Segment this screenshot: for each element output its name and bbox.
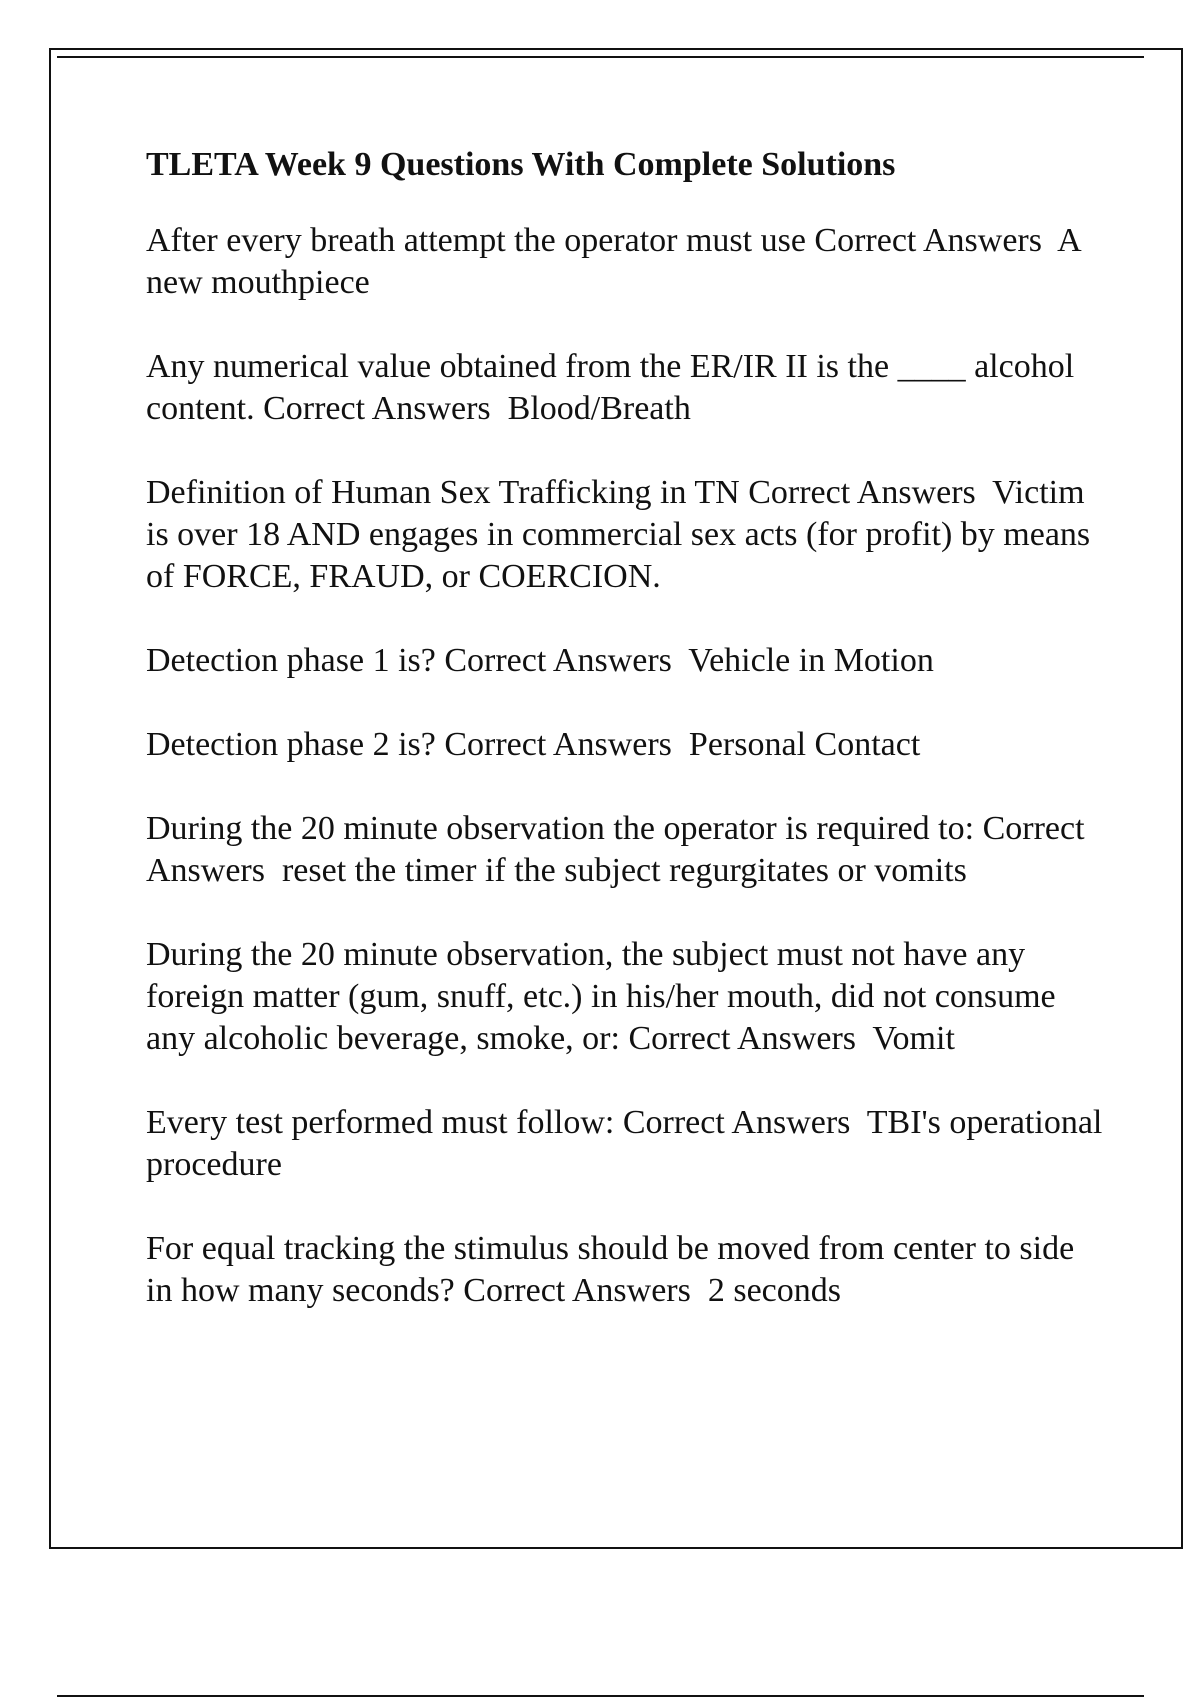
answer-label: Correct Answers xyxy=(444,642,672,679)
top-rule xyxy=(57,56,1144,58)
qa-item xyxy=(146,640,1106,682)
qa-item xyxy=(146,724,1106,766)
answer-text: Vehicle in Motion xyxy=(680,642,934,679)
qa-item xyxy=(146,346,1106,430)
bottom-rule xyxy=(57,1695,1144,1697)
answer-label: Correct Answers xyxy=(146,810,1085,889)
answer-label: Correct Answers xyxy=(463,1272,691,1309)
question-text: Any numerical value obtained from the ER/IR II is the ____ alcohol content. xyxy=(146,348,1075,427)
question-text: After every breath attempt the operator must use xyxy=(146,222,806,259)
question-text: During the 20 minute observation the operator is required to: xyxy=(146,810,975,847)
question-text: Definition of Human Sex Trafficking in TN xyxy=(146,474,740,511)
answer-text: Blood/Breath xyxy=(499,390,691,427)
answer-label: Correct Answers xyxy=(628,1020,856,1057)
qa-item xyxy=(146,1228,1106,1312)
answer-label: Correct Answers xyxy=(263,390,491,427)
qa-item xyxy=(146,220,1106,304)
answer-text: 2 seconds xyxy=(699,1272,841,1309)
question-text: Every test performed must follow: xyxy=(146,1104,615,1141)
answer-text: Victim is over 18 AND engages in commercial sex acts (for profit) by means of FORCE, FRAUD, or COERCION. xyxy=(146,474,1099,595)
answer-label: Correct Answers xyxy=(748,474,976,511)
question-text: For equal tracking the stimulus should be moved from center to side in how many seconds? xyxy=(146,1230,1075,1309)
answer-label: Correct Answers xyxy=(622,1104,851,1141)
answer-text: Vomit xyxy=(864,1020,955,1057)
answer-text: reset the timer if the subject regurgitates or vomits xyxy=(273,852,967,889)
answer-label: Correct Answers xyxy=(444,726,672,763)
answer-label: Correct Answers xyxy=(814,222,1042,259)
qa-item xyxy=(146,934,1106,1060)
answer-text: Personal Contact xyxy=(680,726,921,763)
document-body xyxy=(146,144,1111,1354)
question-text: Detection phase 2 is? xyxy=(146,726,436,763)
answer-text: A new mouthpiece xyxy=(146,222,1089,301)
question-text: During the 20 minute observation, the subject must not have any foreign matter (gum, snuff, etc.) in his/her mouth, did not consume any alcoholic beverage, smoke, or: xyxy=(146,936,1056,1057)
qa-item xyxy=(146,1102,1111,1186)
question-text: Detection phase 1 is? xyxy=(146,642,436,679)
qa-item xyxy=(146,472,1106,598)
answer-text: TBI's operational procedure xyxy=(146,1104,1111,1183)
page-title: TLETA Week 9 Questions With Complete Solutions xyxy=(146,146,896,183)
qa-item xyxy=(146,808,1106,892)
